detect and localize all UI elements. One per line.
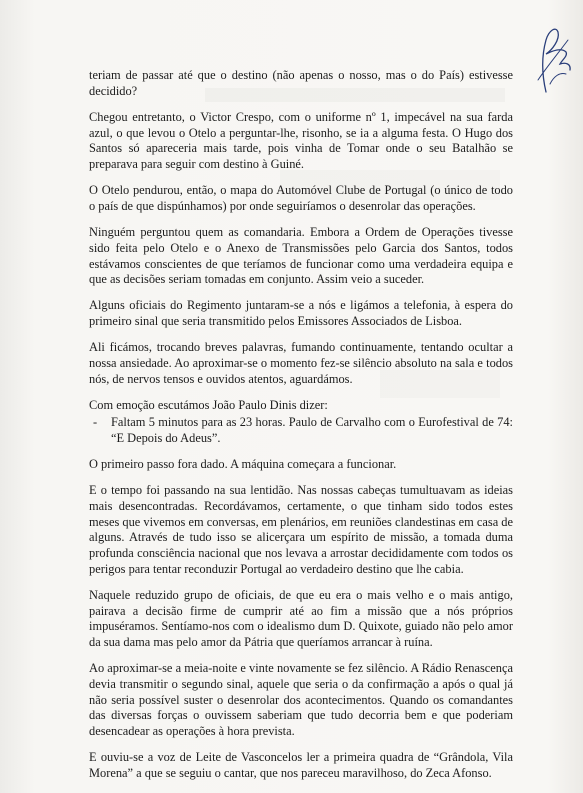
paragraph: E o tempo foi passando na sua lentidão. Nas nossas cabeças tumultuavam as ideias mais desencontradas. Recordávamos, certamente, o que tinham sido todos estes meses que vivemos em conversas, em plenários, em reuniões clandestinas em casa de alguns. Através de tudo isso se alicerçara um espírito de missão, a tomada duma profunda consciência nacional que nos levava a arrostar decididamente com todos os perigos para tentar reconduzir Portugal ao verdadeiro destino que lhe cabia. <box>89 483 513 576</box>
quote-text: Faltam 5 minutos para as 23 horas. Paulo de Carvalho com o Eurofestival de 74: “E Depois do Adeus”. <box>111 415 513 445</box>
paragraph: O Otelo pendurou, então, o mapa do Automóvel Clube de Portugal (o único de todo o país de que dispúnhamos) por onde seguiríamos o desenrolar das operações. <box>89 183 513 213</box>
paragraph: Chegou entretanto, o Victor Crespo, com o uniforme nº 1, impecável na sua farda azul, o que levou o Otelo a perguntar-lhe, risonho, se ia a alguma festa. O Hugo dos Santos só apareceria mais tarde, pois vinha de Tomar onde o seu Batalhão se preparava para seguir com destino à Guiné. <box>89 109 513 172</box>
handwritten-signature <box>516 20 576 100</box>
paragraph: E ouviu-se a voz de Leite de Vasconcelos ler a primeira quadra de “Grândola, Vila Morena” a que se seguiu o cantar, que nos pareceu maravilhoso, do Zeca Afonso. <box>89 750 513 781</box>
paragraph: O primeiro passo fora dado. A máquina começara a funcionar. <box>89 457 397 472</box>
dash-bullet: - <box>93 415 98 430</box>
paragraph: Alguns oficiais do Regimento juntaram-se a nós e ligámos a telefonia, à espera do primeiro sinal que seria transmitido pelos Emissores Associados de Lisboa. <box>89 298 513 329</box>
paragraph: Com emoção escutámos João Paulo Dinis dizer: <box>89 397 328 412</box>
paragraph: Ali ficámos, trocando breves palavras, fumando continuamente, tentando ocultar a nossa ansiedade. Ao aproximar-se o momento fez-se silêncio absoluto na sala e todos nós, de nervos tensos e ouvidos atentos, aguardámos. <box>89 340 513 386</box>
paragraph: Naquele reduzido grupo de oficiais, de que eu era o mais velho e o mais antigo, pairava a decisão firme de cumprir até ao fim a missão que a nós próprios impuséramos. Sentíamo-nos com o idealismo dum D. Quixote, guiado não pelo amor da sua dama mas pelo amor da Pátria que queríamos arrancar à ruína. <box>89 587 513 650</box>
paragraph: Ninguém perguntou quem as comandaria. Embora a Ordem de Operações tivesse sido feita pelo Otelo e o Anexo de Transmissões pelo Garcia dos Santos, todos estávamos conscientes de que teríamos de funcionar como uma verdadeira equipa e que as decisões seriam tomadas em conjunto. Assim veio a suceder. <box>89 225 513 287</box>
paragraph: Ao aproximar-se a meia-noite e vinte novamente se fez silêncio. A Rádio Renascença devia transmitir o segundo sinal, aquele que seria o da confirmação a após o qual já não seria possível suster o desenrolar dos acontecimentos. Quando os comandantes das diversas forças o ouvissem saberiam que tudo decorria bem e que poderiam desencadear as operações à hora prevista. <box>89 661 513 739</box>
paragraph: teriam de passar até que o destino (não apenas o nosso, mas o do País) estivesse decidido? <box>89 68 513 98</box>
document-body <box>89 68 513 792</box>
quoted-announcement <box>93 415 513 446</box>
